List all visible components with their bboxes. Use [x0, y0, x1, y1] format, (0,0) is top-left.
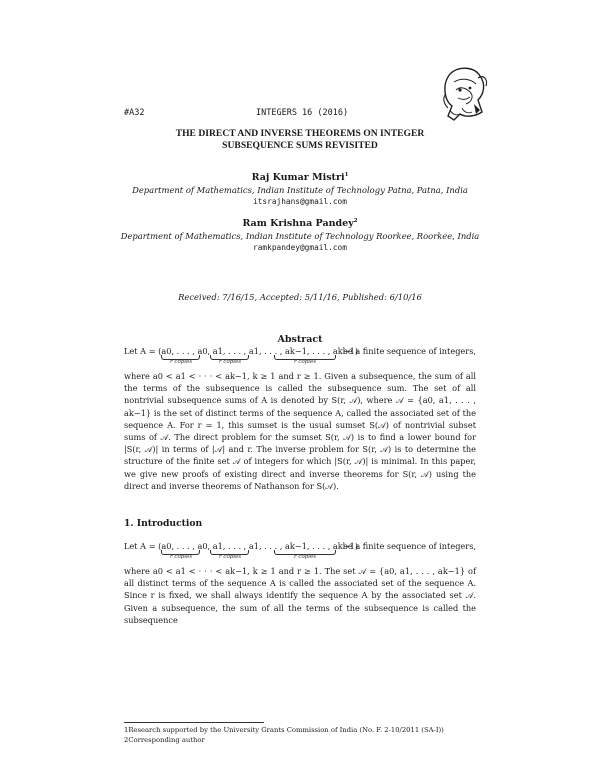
author-1-name-line	[110, 172, 490, 183]
intro-sequence-definition: Let A = (a0, . . . , a0, a1, . . . , a1, . . . , ak−1, . . . , ak−1)	[124, 541, 359, 551]
running-header	[124, 108, 476, 122]
author-1-mark: 1	[344, 171, 349, 178]
author-2-affiliation: Department of Mathematics, Indian Institute of Technology Roorkee, Roorkee, India	[120, 231, 480, 241]
author-1-name: Raj Kumar Mistri	[251, 172, 345, 183]
article-id: #A32	[124, 108, 145, 118]
abstract-body: where a0 < a1 < · · · < ak−1, k ≥ 1 and r ≥ 1. Given a subsequence, the sum of all the terms of the subsequence is called the subsequence sum. The set of all nontrivial subsequence sums of A is denoted by S(r, 𝒜), where 𝒜 = {a0, a1, . . . , ak−1} is the set of distinct terms of the sequence A, called the associated set of the sequence A. For r = 1, this sumset is the usual sumset S(𝒜) of nontrivial subset sums of 𝒜. The direct problem for the sumset S(r, 𝒜) is to find a lower bound for |S(r, 𝒜)| in terms of |𝒜| and r. The inverse problem for S(r, 𝒜) is to determine the structure of the finite set 𝒜 of integers for which |S(r, 𝒜)| is minimal. In this paper, we give new proofs of existing direct and inverse theorems for S(r, 𝒜) using the direct and inverse theorems of Nathanson for S(𝒜).	[124, 371, 476, 491]
footnote-rule	[124, 722, 264, 723]
journal-name: INTEGERS 16 (2016)	[256, 108, 349, 118]
paper-title-line-2: SUBSEQUENCE SUMS REVISITED	[222, 140, 378, 151]
abstract-sequence-tail: be a finite sequence of integers,	[342, 346, 476, 356]
brace-label-3: r copies	[294, 359, 317, 365]
section-introduction-heading: 1. Introduction	[124, 518, 203, 529]
brace-label-1: r copies	[170, 359, 193, 365]
author-1-email[interactable]: itsrajhans@gmail.com	[253, 197, 347, 206]
abstract-sequence-line	[124, 346, 476, 370]
intro-sequence-line	[124, 541, 476, 565]
author-2-name: Ram Krishna Pandey	[242, 218, 354, 229]
author-2-email[interactable]: ramkpandey@gmail.com	[253, 243, 347, 252]
footnote-1: 1Research supported by the University Grants Commission of India (No. F. 2-10/2011 (SA-I))	[124, 726, 444, 734]
author-2-mark: 2	[353, 217, 358, 224]
intro-brace-label-2: r copies	[219, 554, 242, 560]
intro-sequence-tail: be a finite sequence of integers,	[342, 541, 476, 551]
paper-title	[110, 128, 490, 152]
footnote-2: 2Corresponding author	[124, 736, 205, 744]
abstract-sequence-definition: Let A = (a0, . . . , a0, a1, . . . , a1, . . . , ak−1, . . . , ak−1)	[124, 346, 359, 356]
author-2-name-line	[110, 218, 490, 229]
intro-brace-label-3: r copies	[294, 554, 317, 560]
publication-dates: Received: 7/16/15, Accepted: 5/11/16, Published: 6/10/16	[178, 292, 422, 302]
abstract-heading: Abstract	[277, 334, 323, 345]
author-1-affiliation: Department of Mathematics, Indian Institute of Technology Patna, Patna, India	[132, 185, 468, 195]
brace-label-2: r copies	[219, 359, 242, 365]
intro-body: where a0 < a1 < · · · < ak−1, k ≥ 1 and r ≥ 1. The set 𝒜 = {a0, a1, . . . , ak−1} of all distinct terms of the sequence A is called the associated set of the sequence A. Since r is fixed, we shall always identify the sequence A by the associated set 𝒜. Given a subsequence, the sum of all the terms of the subsequence is called the subsequence	[124, 566, 476, 625]
intro-brace-label-1: r copies	[170, 554, 193, 560]
paper-title-line-1: THE DIRECT AND INVERSE THEOREMS ON INTEGER	[175, 128, 425, 139]
